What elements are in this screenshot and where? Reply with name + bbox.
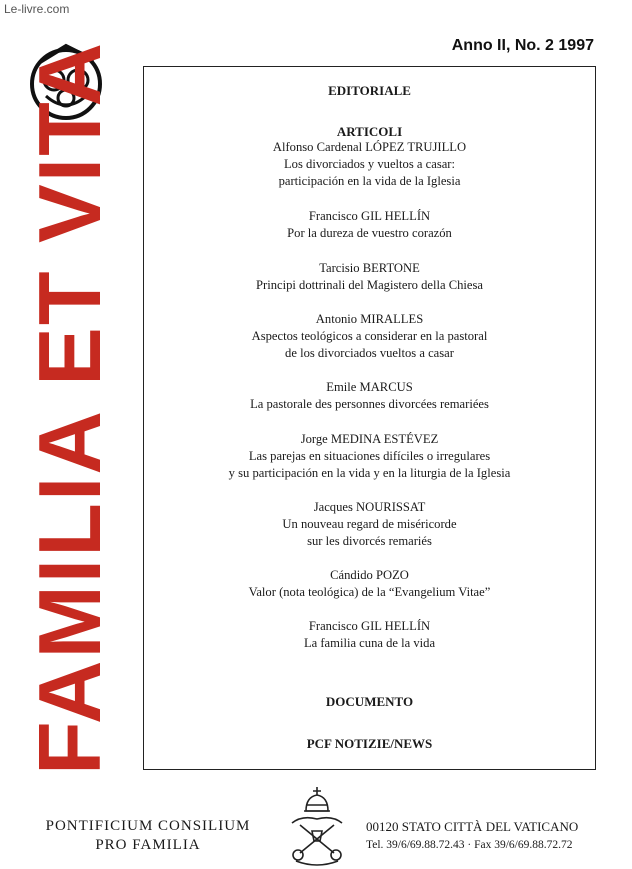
article-title: participación en la vida de la Iglesia — [278, 174, 461, 188]
article-title: sur les divorcés remariés — [307, 534, 432, 548]
article-title: Las parejas en situaciones difíciles o irregulares — [248, 449, 491, 463]
article-entry — [144, 499, 595, 550]
article-entry — [144, 311, 595, 362]
publisher-name — [30, 817, 266, 855]
article-author: Antonio MIRALLES — [315, 312, 424, 326]
contents-box — [143, 66, 596, 770]
article-author: Jorge MEDINA ESTÉVEZ — [300, 432, 439, 446]
article-title: Valor (nota teológica) de la “Evangelium Vitae” — [248, 585, 491, 599]
section-editoriale: EDITORIALE — [328, 83, 411, 98]
article-title: Un nouveau regard de miséricorde — [282, 517, 457, 531]
section-articoli: ARTICOLI — [336, 124, 403, 139]
article-entry — [144, 618, 595, 652]
article-title: de los divorciados vueltos a casar — [285, 346, 454, 360]
article-title: Principi dottrinali del Magistero della Chiesa — [256, 278, 483, 292]
article-author: Francisco GIL HELLÍN — [308, 619, 431, 633]
article-title: Por la dureza de vuestro corazón — [287, 226, 452, 240]
section-documento: DOCUMENTO — [325, 694, 414, 709]
article-entry — [144, 431, 595, 482]
section-notizie: PCF NOTIZIE/NEWS — [306, 736, 433, 751]
article-author: Emile MARCUS — [326, 380, 413, 394]
article-title: y su participación en la vida y en la liturgia de la Iglesia — [228, 466, 511, 480]
article-title: Los divorciados y vueltos a casar: — [283, 157, 456, 171]
article-author: Jacques NOURISSAT — [313, 500, 426, 514]
article-author: Cándido POZO — [330, 568, 409, 582]
papal-emblem-icon — [282, 785, 352, 869]
phone-fax-line: Tel. 39/6/69.88.72.43 · Fax 39/6/69.88.72.72 — [366, 839, 573, 851]
publisher-line: PONTIFICIUM CONSILIUM — [45, 818, 251, 834]
watermark: Le-livre.com — [4, 2, 70, 16]
article-entry — [144, 379, 595, 413]
address-line: 00120 STATO CITTÀ DEL VATICANO — [366, 819, 579, 834]
article-title: Aspectos teológicos a considerar en la pastoral — [251, 329, 488, 343]
article-title: La familia cuna de la vida — [303, 636, 436, 650]
article-entry — [144, 567, 595, 601]
publisher-line: PRO FAMILIA — [95, 837, 201, 853]
article-author: Francisco GIL HELLÍN — [308, 209, 431, 223]
article-title: La pastorale des personnes divorcées remariées — [250, 397, 489, 411]
article-author: Tarcisio BERTONE — [319, 261, 420, 275]
article-entry — [144, 260, 595, 294]
article-entry — [144, 208, 595, 242]
issue-number: Anno II, No. 2 1997 — [451, 37, 594, 54]
journal-title: FAMILIA ET VITA — [20, 41, 119, 775]
article-author: Alfonso Cardenal LÓPEZ TRUJILLO — [272, 140, 467, 154]
article-entry — [144, 139, 595, 190]
publisher-address — [366, 817, 578, 855]
